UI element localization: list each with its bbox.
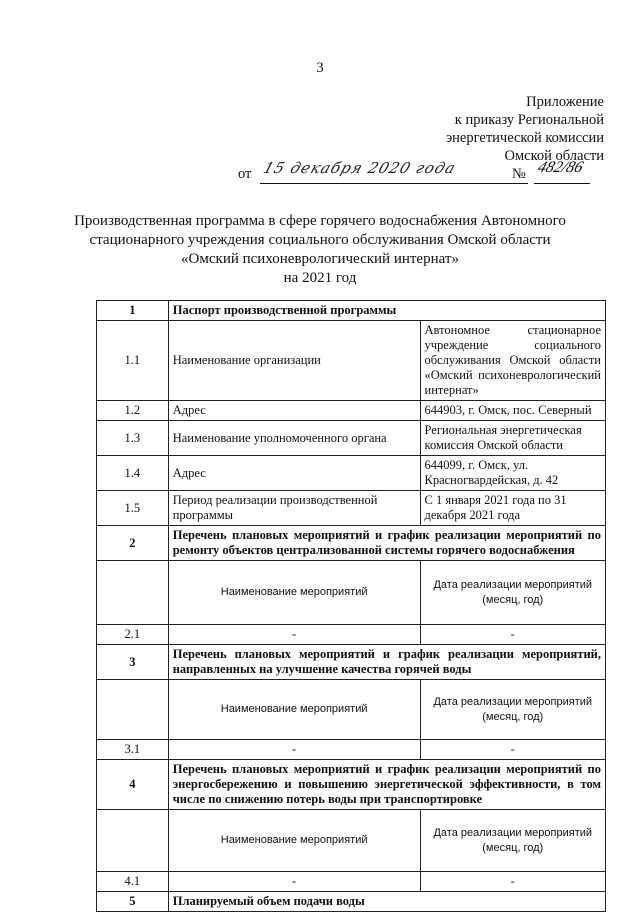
section-number: 3	[97, 645, 169, 680]
column-header-row	[97, 561, 606, 625]
section-title: Перечень плановых мероприятий и график реализации мероприятий по энергосбережению и повышению энергетической эффективности, в том числе по снижению потерь воды при транспортировке	[168, 760, 605, 810]
section-row	[97, 526, 606, 561]
section-number: 4	[97, 760, 169, 810]
program-table	[96, 300, 606, 912]
appendix-header	[446, 93, 604, 165]
document-title	[60, 212, 580, 288]
order-number-field	[534, 159, 590, 184]
row-label: Наименование организации	[168, 321, 420, 401]
column-header-name: Наименование мероприятий	[168, 561, 420, 625]
column-header-name: Наименование мероприятий	[168, 680, 420, 740]
row-label: Наименование уполномоченного органа	[168, 421, 420, 456]
row-value: 644903, г. Омск, пос. Северный	[420, 401, 606, 421]
section-number: 5	[97, 892, 169, 912]
row-number: 3.1	[97, 740, 169, 760]
row-date: -	[420, 740, 606, 760]
order-number-label: №	[512, 166, 526, 182]
section-row	[97, 645, 606, 680]
row-value: С 1 января 2021 года по 31 декабря 2021 года	[420, 491, 606, 526]
order-date-field	[260, 159, 528, 184]
section-title: Планируемый объем подачи воды	[168, 892, 605, 912]
row-value: Региональная энергетическая комиссия Омской области	[420, 421, 606, 456]
section-number: 1	[97, 301, 169, 321]
section-title: Паспорт производственной программы	[168, 301, 605, 321]
table-row	[97, 872, 606, 892]
table-row	[97, 625, 606, 645]
section-title: Перечень плановых мероприятий и график реализации мероприятий по ремонту объектов централизованной системы горячего водоснабжения	[168, 526, 605, 561]
row-number: 4.1	[97, 872, 169, 892]
row-number: 1.5	[97, 491, 169, 526]
row-number: 1.2	[97, 401, 169, 421]
appendix-line: энергетической комиссии	[445, 130, 604, 146]
title-line: стационарного учреждения социального обслуживания Омской области	[89, 232, 551, 248]
row-name: -	[168, 740, 420, 760]
column-header-row	[97, 810, 606, 872]
order-number-handwritten: 482/86	[535, 159, 586, 176]
row-name: -	[168, 625, 420, 645]
table-row	[97, 491, 606, 526]
column-header-row	[97, 680, 606, 740]
row-value: Автономное стационарное учреждение социального обслуживания Омской области «Омский психоневрологический интернат»	[420, 321, 606, 401]
section-number: 2	[97, 526, 169, 561]
order-from-label: от	[238, 166, 252, 182]
row-label: Адрес	[168, 456, 420, 491]
section-title: Перечень плановых мероприятий и график реализации мероприятий, направленных на улучшение качества горячей воды	[168, 645, 605, 680]
row-date: -	[420, 625, 606, 645]
section-row	[97, 892, 606, 912]
column-header-date: Дата реализации мероприятий (месяц, год)	[420, 561, 606, 625]
table-row	[97, 740, 606, 760]
row-value: 644099, г. Омск, ул. Красногвардейская, д. 42	[420, 456, 606, 491]
order-reference	[238, 159, 610, 185]
row-number: 2.1	[97, 625, 169, 645]
row-number: 1.1	[97, 321, 169, 401]
row-label: Период реализации производственной программы	[168, 491, 420, 526]
row-number: 1.3	[97, 421, 169, 456]
row-date: -	[420, 872, 606, 892]
column-header-date: Дата реализации мероприятий (месяц, год)	[420, 810, 606, 872]
table-row	[97, 456, 606, 491]
column-header-name: Наименование мероприятий	[168, 810, 420, 872]
row-name: -	[168, 872, 420, 892]
table-row	[97, 321, 606, 401]
title-line: Производственная программа в сфере горячего водоснабжения Автономного	[74, 213, 566, 229]
table-row	[97, 401, 606, 421]
row-number: 1.4	[97, 456, 169, 491]
appendix-line: Омской области	[504, 148, 604, 164]
appendix-line: Приложение	[526, 94, 604, 110]
table-row	[97, 421, 606, 456]
appendix-line: к приказу Региональной	[454, 112, 604, 128]
title-line: «Омский психоневрологический интернат»	[181, 251, 459, 267]
row-label: Адрес	[168, 401, 420, 421]
title-line: на 2021 год	[283, 270, 357, 286]
order-date-handwritten: 15 декабря 2020 года	[261, 159, 459, 177]
column-header-date: Дата реализации мероприятий (месяц, год)	[420, 680, 606, 740]
page-number: 3	[316, 60, 324, 76]
section-row	[97, 760, 606, 810]
section-row	[97, 301, 606, 321]
